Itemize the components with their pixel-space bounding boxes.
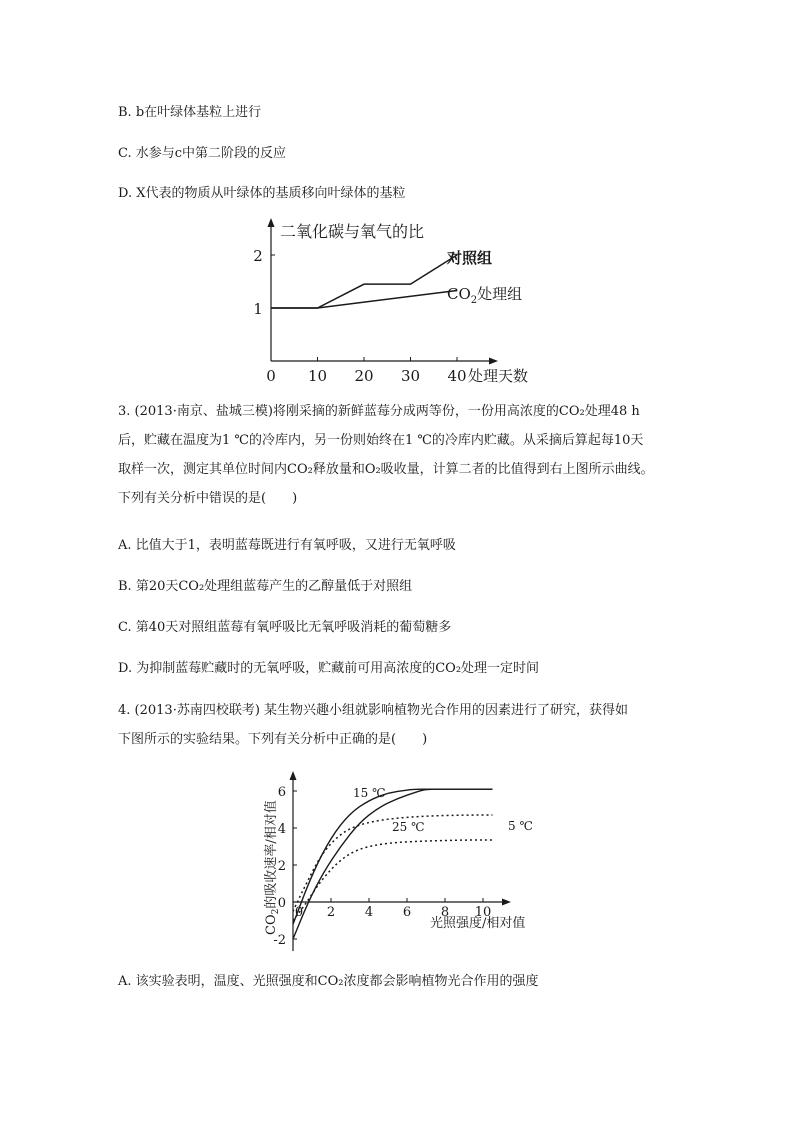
q3-option-b: B. 第20天CO₂处理组蓝莓产生的乙醇量低于对照组 bbox=[118, 579, 413, 594]
chart2-y-arrow bbox=[290, 771, 297, 780]
chart2-ylabel: $CO_2$的吸收速率/相对值 bbox=[264, 800, 281, 935]
q3-option-c: C. 第40天对照组蓝莓有氧呼吸比无氧呼吸消耗的葡萄糖多 bbox=[118, 620, 452, 635]
chart1-x-tick: 40 bbox=[447, 367, 467, 385]
chart2-x-tick: 10 bbox=[474, 905, 492, 920]
chart2-y-tick: 0 bbox=[277, 896, 286, 911]
chart2-y-tick: 2 bbox=[277, 859, 286, 874]
chart2-y-tick: 4 bbox=[277, 822, 286, 837]
label-15c: 15 ℃ bbox=[353, 786, 386, 800]
chart2-x-tick: 2 bbox=[326, 905, 336, 920]
label-5c: 5 ℃ bbox=[508, 819, 533, 833]
question-3-stem bbox=[118, 402, 688, 518]
chart1-x-tick: 30 bbox=[400, 367, 421, 385]
chart2-y-tick: 6 bbox=[277, 785, 286, 800]
chart1-y-arrow bbox=[268, 218, 275, 227]
option-d-top: D. X代表的物质从叶绿体的基质移向叶绿体的基粒 bbox=[118, 186, 406, 201]
q3-line-4: 下列有关分析中错误的是( ) bbox=[118, 491, 298, 506]
chart1-x-tick: 0 bbox=[266, 367, 276, 385]
legend-control-label: 对照组 bbox=[447, 249, 493, 267]
q4-line-1: 4. (2013·苏南四校联考) 某生物兴趣小组就影响植物光合作用的因素进行了研究，获得如 bbox=[118, 703, 629, 718]
chart2-y-tick: -2 bbox=[273, 933, 286, 948]
q3-line-1: 3. (2013·南京、盐城三模)将刚采摘的新鲜蓝莓分成两等份，一份用高浓度的CO₂处理48 h bbox=[118, 404, 640, 419]
series-co2-line bbox=[271, 291, 457, 308]
series-15c-line bbox=[293, 789, 493, 924]
series-control-line bbox=[271, 255, 457, 308]
option-b-top: B. b在叶绿体基粒上进行 bbox=[118, 105, 262, 120]
chart2-x-tick: 8 bbox=[440, 905, 450, 920]
chart1-x-tick: 10 bbox=[307, 367, 328, 385]
chart1-y-tick: 2 bbox=[253, 247, 263, 265]
chart2-x-tick: 6 bbox=[402, 905, 412, 920]
chart-photosynthesis bbox=[255, 770, 540, 955]
q4-option-a: A. 该实验表明，温度、光照强度和CO₂浓度都会影响植物光合作用的强度 bbox=[118, 974, 539, 989]
q3-option-d: D. 为抑制蓝莓贮藏时的无氧呼吸，贮藏前可用高浓度的CO₂处理一定时间 bbox=[118, 661, 540, 676]
label-25c: 25 ℃ bbox=[392, 820, 425, 834]
chart1-x-tick: 20 bbox=[354, 367, 374, 385]
q3-line-2: 后，贮藏在温度为1 ℃的冷库内，另一份则始终在1 ℃的冷库内贮藏。从采摘后算起每10天 bbox=[118, 433, 644, 448]
option-c-top: C. 水参与c中第二阶段的反应 bbox=[118, 146, 287, 161]
q3-line-3: 取样一次，测定其单位时间内CO₂释放量和O₂吸收量，计算二者的比值得到右上图所示曲线。 bbox=[118, 462, 654, 477]
q4-line-2: 下图所示的实验结果。下列有关分析中正确的是( ) bbox=[118, 732, 428, 747]
chart1-x-arrow bbox=[489, 358, 498, 365]
legend-co2-label: $CO_2$处理组 bbox=[447, 285, 523, 306]
chart1-xlabel: 处理天数 bbox=[468, 367, 529, 385]
chart2-xlabel: 光照强度/相对值 bbox=[430, 916, 526, 931]
chart-respiration-ratio bbox=[240, 215, 550, 390]
chart2-x-tick: 0 bbox=[294, 905, 304, 920]
q3-option-a: A. 比值大于1，表明蓝莓既进行有氧呼吸，又进行无氧呼吸 bbox=[118, 538, 456, 553]
question-4-stem bbox=[118, 701, 688, 759]
chart1-title: 二氧化碳与氧气的比 bbox=[280, 222, 425, 241]
chart2-x-arrow bbox=[502, 899, 511, 906]
chart1-y-tick: 1 bbox=[253, 300, 263, 318]
chart2-x-tick: 4 bbox=[364, 905, 374, 920]
